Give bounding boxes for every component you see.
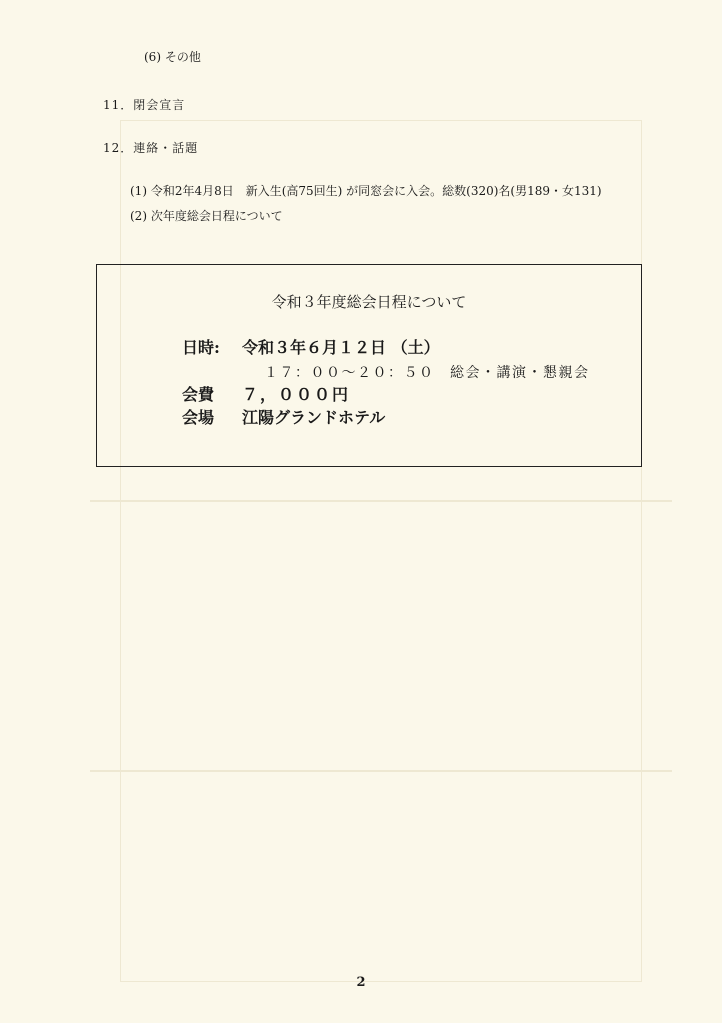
page-number: 2 xyxy=(356,975,366,990)
bleed-through-rule xyxy=(90,770,672,772)
fee-label: 会費 xyxy=(182,385,215,404)
time-and-program: １７：００～２０：５０ 総会・講演・懇親会 xyxy=(264,365,590,381)
bleed-through-rule xyxy=(90,500,672,502)
item-6-other: (6) その他 xyxy=(144,50,201,64)
box-title: 令和３年度総会日程について xyxy=(271,293,467,311)
venue-label: 会場 xyxy=(182,408,215,427)
bleed-through-table xyxy=(120,120,642,982)
sub-item-new-members: (1) 令和2年4月8日 新入生(高75回生) が同窓会に入会。総数(320)名(男189・女131) xyxy=(130,184,602,198)
item-11-closing-declaration: 11．閉会宣言 xyxy=(103,98,186,112)
meeting-schedule-box xyxy=(96,264,642,467)
fee-value: ７，０００円 xyxy=(242,385,351,404)
date-value: 令和３年６月１２日 （土） xyxy=(242,338,440,357)
date-label: 日時: xyxy=(182,338,220,357)
item-12-contact-topics: 12．連絡・話題 xyxy=(103,141,199,155)
venue-value: 江陽グランドホテル xyxy=(242,408,386,427)
sub-item-next-meeting: (2) 次年度総会日程について xyxy=(130,209,283,223)
